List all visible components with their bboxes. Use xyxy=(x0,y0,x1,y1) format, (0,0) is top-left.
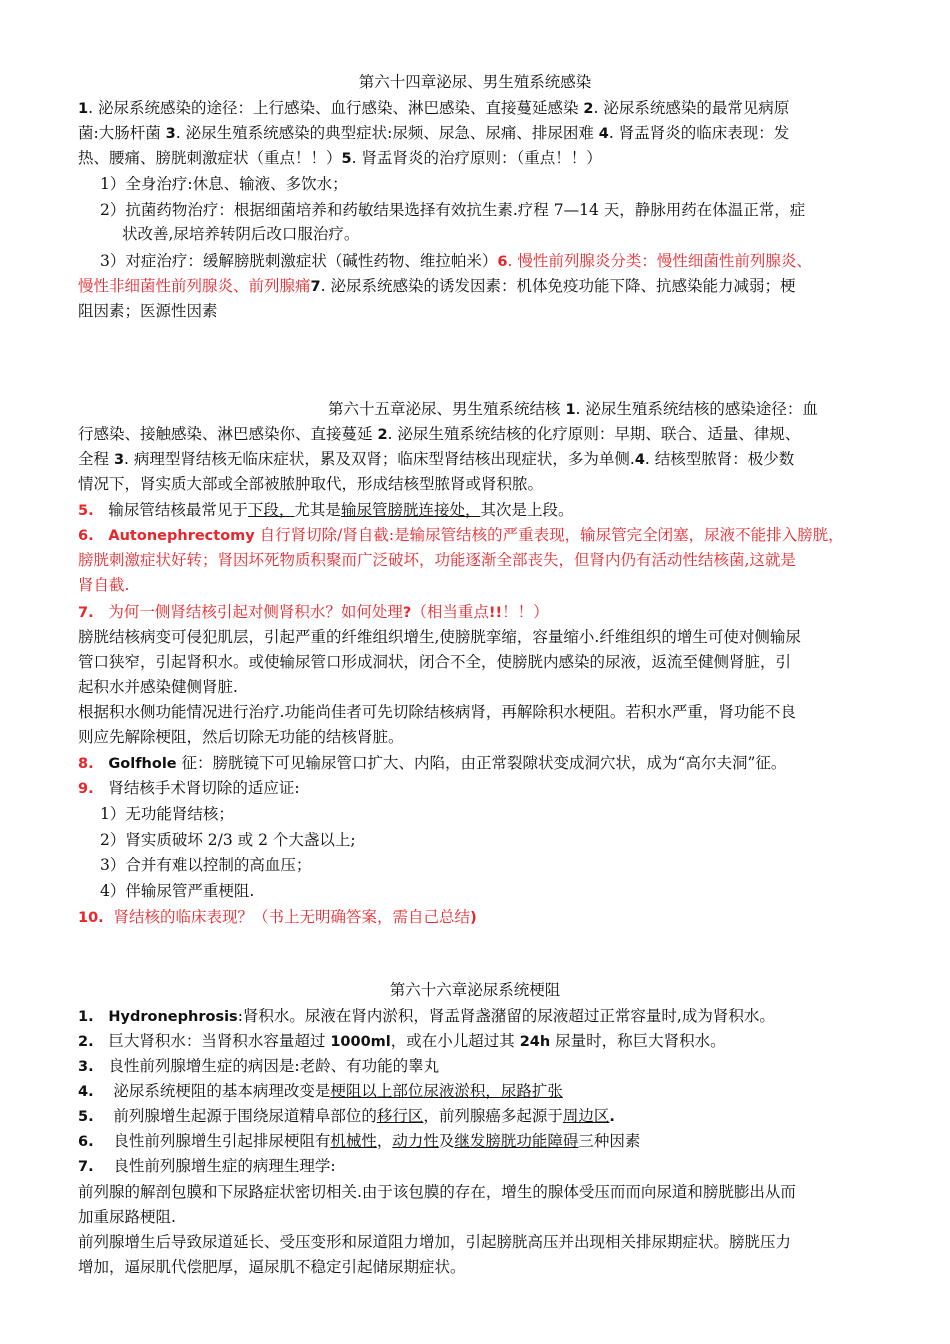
ch66-q7: 7. 良性前列腺增生症的病理生理学: xyxy=(78,1157,336,1175)
ch66-q5: 5. 前列腺增生起源于围绕尿道精阜部位的移行区，前列腺癌多起源于周边区. xyxy=(78,1107,615,1125)
ch66-q7-para-2: 加重尿路梗阻. xyxy=(78,1208,176,1226)
ch65-q7-para-4: 根据积水侧功能情况进行治疗.功能尚佳者可先切除结核病肾，再解除积水梗阻。若积水严重，肾功能不良 xyxy=(78,703,796,721)
ch65-q5: 5. 输尿管结核最常见于下段，尤其是输尿管膀胱连接处，其次是上段。 xyxy=(78,501,574,519)
ch65-line-3: 全程 3. 病理型肾结核无临床症状，累及双肾；临床型肾结核出现症状，多为单侧.4. 结核型脓肾：极少数 xyxy=(78,450,795,468)
ch66-q1: 1. Hydronephrosis:肾积水。尿液在肾内淤积，肾盂肾盏潴留的尿液超过正常容量时,成为肾积水。 xyxy=(78,1007,775,1025)
ch66-q6: 6. 良性前列腺增生引起排尿梗阻有机械性，动力性及继发膀胱功能障碍三种因素 xyxy=(78,1132,641,1150)
ch66-q3: 3. 良性前列腺增生症的病因是:老龄、有功能的睾丸 xyxy=(78,1057,440,1075)
ch64-item-1: 1）全身治疗:休息、输液、多饮水； xyxy=(100,175,348,193)
ch65-q6-cont-1: 膀胱刺激症状好转；肾因坏死物质积聚而广泛破坏，功能逐渐全部丧失，但肾内仍有活动性结核菌,这就是 xyxy=(78,551,796,569)
ch65-q8: 8. Golfhole 征：膀胱镜下可见输尿管口扩大、内陷，由正常裂隙状变成洞穴状，成为“高尔夫洞”征。 xyxy=(78,754,787,772)
ch65-q7-para-1: 膀胱结核病变可侵犯肌层，引起严重的纤维组织增生,使膀胱挛缩，容量缩小.纤维组织的增生可使对侧输尿 xyxy=(78,628,801,646)
ch65-q6: 6. Autonephrectomy 自行肾切除/肾自截:是输尿管结核的严重表现，输尿管完全闭塞，尿液不能排入膀胱， xyxy=(78,526,844,544)
ch66-q7-para-4: 增加，逼尿肌代偿肥厚，逼尿肌不稳定引起储尿期症状。 xyxy=(78,1258,466,1276)
ch64-item-2-cont: 状改善,尿培养转阴后改口服治疗。 xyxy=(122,225,360,243)
ch65-q9-item-2: 2）肾实质破坏 2/3 或 2 个大盏以上; xyxy=(100,831,356,849)
ch65-q7-para-2: 管口狭窄，引起肾积水。或使输尿管口形成洞状，闭合不全，使膀胱内感染的尿液，返流至健侧肾脏，引 xyxy=(78,653,792,671)
ch64-para-line-3: 热、腰痛、膀胱刺激症状（重点！！）5. 肾盂肾炎的治疗原则：（重点！！） xyxy=(78,149,602,167)
ch65-q9: 9. 肾结核手术肾切除的适应证: xyxy=(78,779,300,797)
chapter-65-title: 第六十五章泌尿、男生殖系统结核 1. 泌尿生殖系统结核的感染途径：血 xyxy=(328,400,818,418)
ch65-q9-item-4: 4）伴输尿管严重梗阻. xyxy=(100,882,255,900)
ch66-q7-para-1: 前列腺的解剖包膜和下尿路症状密切相关.由于该包膜的存在，增生的腺体受压而而向尿道和膀胱膨出从而 xyxy=(78,1183,796,1201)
ch64-para-line-1: 1. 泌尿系统感染的途径：上行感染、血行感染、淋巴感染、直接蔓延感染 2. 泌尿系统感染的最常见病原 xyxy=(78,99,790,117)
ch64-para-line-2: 菌:大肠杆菌 3. 泌尿生殖系统感染的典型症状:尿频、尿急、尿痛、排尿困难 4. 肾盂肾炎的临床表现：发 xyxy=(78,124,790,142)
ch65-line-4: 情况下，肾实质大部或全部被脓肿取代，形成结核型脓肾或肾积脓。 xyxy=(78,475,544,493)
ch66-q2: 2. 巨大肾积水：当肾积水容量超过 1000ml，或在小儿超过其 24h 尿量时，称巨大肾积水。 xyxy=(78,1032,726,1050)
chapter-64-title: 第六十四章泌尿、男生殖系统感染 xyxy=(358,73,592,91)
ch64-line-8: 阻因素；医源性因素 xyxy=(78,302,218,320)
ch66-q7-para-3: 前列腺增生后导致尿道延长、受压变形和尿道阻力增加，引起膀胱高压并出现相关排尿期症状。膀胱压力 xyxy=(78,1233,792,1251)
ch65-q9-item-1: 1）无功能肾结核； xyxy=(100,805,234,823)
ch65-q6-cont-2: 肾自截. xyxy=(78,576,130,594)
ch65-q7-para-3: 起积水并感染健侧肾脏. xyxy=(78,678,238,696)
ch64-item-3: 3）对症治疗：缓解膀胱刺激症状（碱性药物、维拉帕米）6. 慢性前列腺炎分类：慢性细菌性前列腺炎、 xyxy=(100,252,812,270)
ch65-q9-item-3: 3）合并有难以控制的高血压； xyxy=(100,856,312,874)
ch65-q10: 10. 肾结核的临床表现？（书上无明确答案，需自己总结) xyxy=(78,908,477,926)
ch65-q7-para-5: 则应先解除梗阻，然后切除无功能的结核肾脏。 xyxy=(78,728,404,746)
ch64-line-7: 慢性非细菌性前列腺炎、前列腺痛7. 泌尿系统感染的诱发因素：机体免疫功能下降、抗感染能力减弱；梗 xyxy=(78,277,796,295)
ch64-item-2: 2）抗菌药物治疗：根据细菌培养和药敏结果选择有效抗生素.疗程 7—14 天，静脉用药在体温正常，症 xyxy=(100,201,806,219)
ch65-line-2: 行感染、接触感染、淋巴感染你、直接蔓延 2. 泌尿生殖系统结核的化疗原则：早期、联合、适量、律规、 xyxy=(78,425,801,443)
chapter-66-title: 第六十六章泌尿系统梗阻 xyxy=(389,981,561,999)
ch66-q4: 4. 泌尿系统梗阻的基本病理改变是梗阻以上部位尿液淤积，尿路扩张 xyxy=(78,1082,563,1100)
ch65-q7: 7. 为何一侧肾结核引起对侧肾积水？如何处理?（相当重点!!！！） xyxy=(78,603,549,621)
